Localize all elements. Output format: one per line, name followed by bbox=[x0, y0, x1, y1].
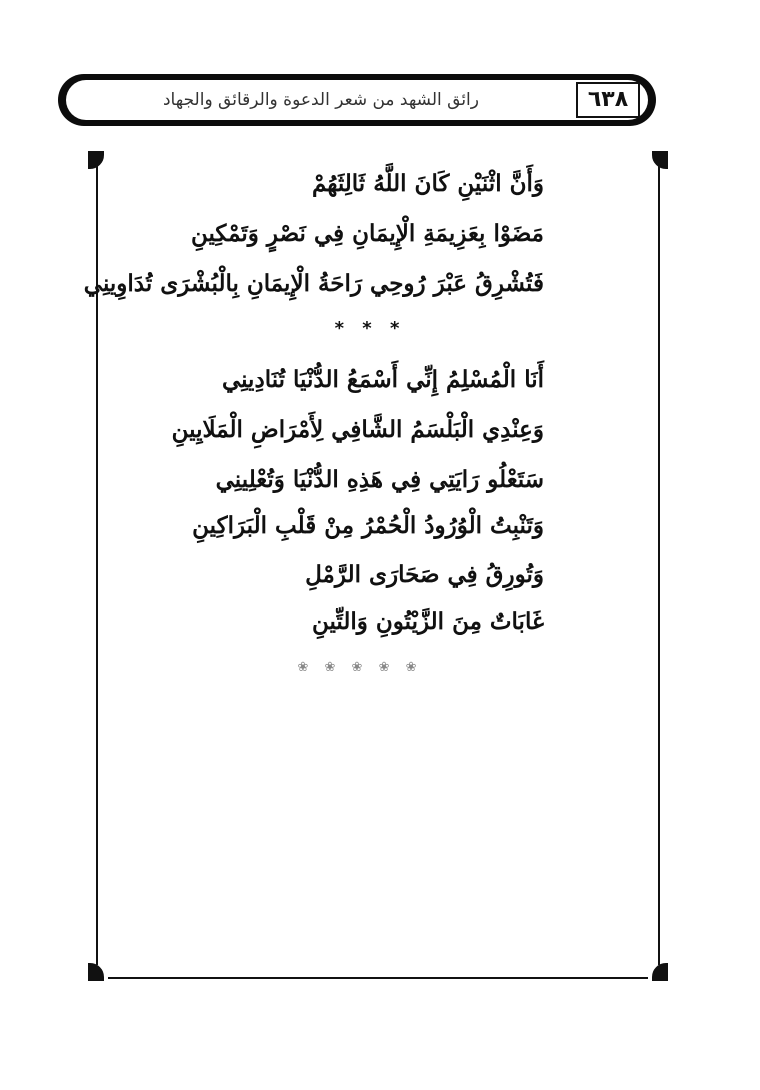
end-ornament: ❀ ❀ ❀ ❀ ❀ bbox=[297, 660, 423, 675]
frame-corner-top-right bbox=[652, 151, 668, 169]
frame-edge-right bbox=[658, 165, 660, 965]
page-number: ٦٣٨ bbox=[576, 82, 640, 118]
poem-line: فَتُشْرِقُ عَبْرَ رُوحِي رَاحَةُ الْإِيمَانِ بِالْبُشْرَى تُدَاوِينِي bbox=[83, 270, 544, 297]
section-separator-stars: * * * bbox=[334, 318, 406, 339]
poem-line: غَابَاتٌ مِنَ الزَّيْتُونِ وَالتِّينِ bbox=[311, 608, 544, 635]
frame-corner-bottom-left bbox=[88, 963, 104, 981]
poem-line: مَضَوْا بِعَزِيمَةِ الْإِيمَانِ فِي نَصْرٍ وَتَمْكِينِ bbox=[190, 220, 544, 247]
poem-line: وَأَنَّ اثْنَيْنِ كَانَ اللَّهُ ثَالِثَهُمْ bbox=[311, 170, 544, 197]
poem-line: سَتَعْلُو رَايَتِي فِي هَذِهِ الدُّنْيَا وَتُعْلِينِي bbox=[215, 466, 544, 493]
frame-corner-bottom-right bbox=[652, 963, 668, 981]
running-title: رائق الشهد من شعر الدعوة والرقائق والجهاد bbox=[162, 90, 479, 110]
poem-line: أَنَا الْمُسْلِمُ إِنِّي أَسْمَعُ الدُّنْيَا تُنَادِينِي bbox=[221, 366, 544, 393]
frame-edge-bottom bbox=[108, 977, 648, 979]
poem-line: وَتَنْبِتُ الْوُرُودُ الْحُمْرُ مِنْ قَلْبِ الْبَرَاكِينِ bbox=[192, 512, 544, 539]
poem-line: وَتُورِقُ فِي صَحَارَى الرَّمْلِ bbox=[305, 561, 544, 588]
poem-line: وَعِنْدِي الْبَلْسَمُ الشَّافِي لِأَمْرَاضِ الْمَلَايِينِ bbox=[171, 416, 544, 443]
